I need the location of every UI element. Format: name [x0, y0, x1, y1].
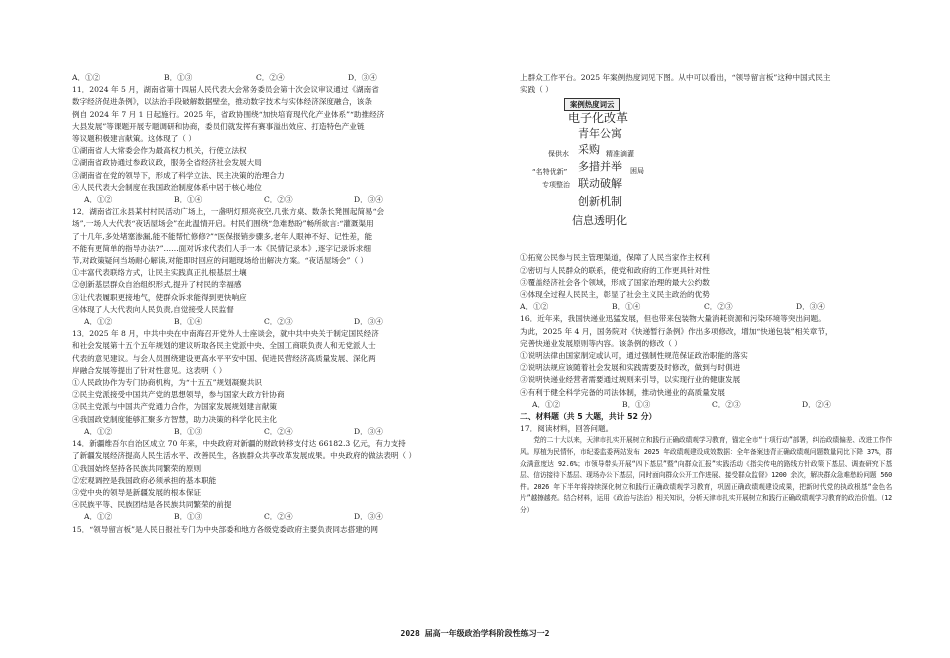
choice-statement: ④民族平等、民族团结是各民族共同繁荣的前提 — [72, 500, 232, 510]
choice-statement: ①人民政协作为专门协商机构，为“十五五”规划凝聚共识 — [72, 378, 263, 388]
question-text: 和社会发展第十五个五年规划的建议听取各民主党派中央、全国工商联负责人和无党派人士 — [72, 341, 376, 351]
option-d: D．③④ — [354, 512, 383, 522]
cloud-word: 联动破解 — [578, 177, 622, 191]
choice-statement: ②创新基层群众自治组织形式,提升了村民的幸福感 — [72, 280, 242, 290]
question-text: 实践（ ） — [520, 85, 553, 95]
question-text: 13．2025 年 8 月，中共中央在中南海召开党外人士座谈会，就中共中央关于制定国民经济 — [72, 329, 379, 339]
choice-statement: ①湖南省人大常委会作为最高权力机关，行使立法权 — [72, 146, 247, 156]
question-text: 例自 2024 年 7 月 1 日起施行。2025 年，省政协围绕“加快培育现代化产业体系”“助推经济 — [72, 109, 385, 119]
q13-options — [72, 426, 444, 438]
choice-statement: ③覆盖经济社会各个领域，形成了国家治理的最大公约数 — [520, 277, 710, 287]
option-b: B．①④ — [174, 317, 203, 327]
q12-options — [72, 316, 444, 328]
q10-options — [72, 72, 444, 84]
cloud-word: 青年公寓 — [578, 127, 622, 141]
question-14 — [72, 438, 444, 523]
question-17-heading: 17．阅读材料，回答问题。 — [520, 424, 614, 434]
option-c: C．②④ — [256, 73, 285, 82]
question-text: 不能有更简单的指导办法?”……面对诉求代表们人手一本《民情记录本》,逐字记录诉求细 — [72, 243, 371, 253]
choice-statement: ①说明法律由国家制定或认可，通过强制性规范保证政治职能的落实 — [520, 351, 748, 361]
question-text: 等议题积极建言献策。这体现了（ ） — [72, 134, 196, 144]
option-b: B．①③ — [174, 426, 203, 436]
cloud-word: 电子化改革 — [568, 111, 629, 126]
cloud-word: 保供水 — [548, 150, 569, 159]
question-text: 14．新疆维吾尔自治区成立 70 年来，中央政府对新疆的财政转移支付达 66182.3 亿元，有力支持 — [72, 439, 406, 449]
option-a: A．①② — [84, 317, 113, 327]
option-b: B．①④ — [612, 302, 641, 312]
question-12 — [72, 206, 444, 328]
q14-options — [72, 511, 444, 523]
choice-statement: ①拓宽公民参与民主管理渠道，保障了人民当家作主权利 — [520, 253, 710, 263]
choice-statement: ④我国政党制度能够汇聚多方智慧，助力决策的科学化民主化 — [72, 414, 278, 424]
option-d: D．③④ — [348, 73, 377, 82]
word-cloud — [520, 98, 892, 248]
left-column — [72, 72, 444, 536]
option-c: C．②③ — [712, 399, 741, 409]
cloud-word: “名特优新” — [532, 168, 568, 177]
option-b: B．①③ — [622, 399, 651, 409]
choice-statement: ④体现了人大代表向人民负责,自觉接受人民监督 — [72, 304, 234, 314]
page-footer: 2028 届高一年级政治学科阶段性练习一2 — [400, 629, 550, 638]
choice-statement: ①丰富代表联络方式，让民主实践真正扎根基层土壤 — [72, 268, 247, 278]
right-column — [520, 72, 892, 517]
option-a: A．①② — [84, 426, 113, 436]
section-title: 二、材料题（共 5 大题，共计 52 分） — [520, 412, 657, 422]
cloud-word: 专项整治 — [542, 181, 570, 190]
cloud-word: 信息透明化 — [572, 214, 627, 228]
question-text: 场”,一场人大代表“夜话屋场会”在此温情开启。村民们围绕“急难愁盼”畅所欲言:“灌溉渠用 — [72, 219, 374, 229]
cloud-word: 多措并举 — [578, 160, 622, 174]
option-a: A．①② — [72, 73, 101, 82]
option-c: C．②④ — [264, 426, 293, 436]
option-d: D．③④ — [354, 426, 383, 436]
q15-options — [520, 301, 892, 313]
choice-statement: ④人民代表大会制度在我国政治制度体系中居于核心地位 — [72, 182, 262, 192]
question-text: 节,对政策疑问当场耐心解读,对能即时回应的问题现场给出解决方案。“夜话屋场会”（ ） — [72, 256, 368, 266]
word-cloud-title: 案例热度词云 — [564, 98, 620, 111]
question-text: 为此，2025 年 4 月，国务院对《快递暂行条例》作出多项修改，增加“快递包装”相关章节， — [520, 326, 833, 336]
option-d: D．③④ — [354, 317, 383, 327]
option-a: A．①② — [84, 512, 113, 522]
question-text: 数字经济促进条例》，以法治手段破解数据壁垒，推动数字技术与实体经济深度融合，该条 — [72, 97, 372, 107]
q11-options — [72, 194, 444, 206]
cloud-word: 困局 — [630, 167, 644, 176]
question-13 — [72, 328, 444, 438]
choice-statement: ③让代表履职更接地气，使群众诉求能得到更快响应 — [72, 292, 247, 302]
question-text: 了十几年,多处堵塞渗漏,能不能帮忙修修?”“医保报销步骤多,老年人眼神不好、记性差，能 — [72, 231, 373, 241]
choice-statement: ④有利于健全科学完备的司法体制，推动快递业的高质量发展 — [520, 387, 726, 397]
question-text: 16．近年来，我国快递业迅猛发展，但也带来包装物大量消耗资源和污染环境等突出问题。 — [520, 314, 826, 324]
option-b: B．①③ — [164, 73, 193, 82]
option-a: A．①② — [84, 195, 113, 205]
question-text: 完善快递业发展原则等内容。该条例的修改（ ） — [520, 338, 682, 348]
cloud-word: 精准滴灌 — [606, 150, 634, 159]
option-a: A．①② — [532, 399, 561, 409]
choice-statement: ②宏观调控是我国政府必须承担的基本职能 — [72, 475, 217, 485]
choice-statement: ②密切与人民群众的联系，使党和政府的工作更具针对性 — [520, 265, 710, 275]
option-c: C．②③ — [264, 317, 293, 327]
option-d: D．③④ — [354, 195, 383, 205]
option-c: C．②③ — [264, 195, 293, 205]
cloud-word: 创新机制 — [578, 195, 622, 209]
choice-statement: ③说明快递业经营者需要通过规则来引导，以实现行业的健康发展 — [520, 375, 741, 385]
option-b: B．①④ — [174, 195, 203, 205]
question-text: 上群众工作平台。2025 年案例热度词见下图。从中可以看出，“领导留言板”这种中国式民主 — [520, 73, 831, 82]
question-16 — [520, 313, 892, 411]
cloud-word: 采购 — [578, 143, 600, 157]
choice-statement: ②说明法规应该随着社会发展和实践需要及时修改，做到与时俱进 — [520, 363, 741, 373]
option-a: A．①② — [520, 302, 549, 312]
choice-statement: ④体现全过程人民民主，彰显了社会主义民主政治的优势 — [520, 290, 710, 300]
question-15-start: 15．“领导留言板”是人民日报社专门为中央部委和地方各级党委政府主要负责同志搭建的网 — [72, 524, 378, 534]
question-11 — [72, 84, 444, 206]
question-text: 代表的意见建议。与会人员围绕建设更高水平平安中国、促进民营经济高质量发展、深化两 — [72, 353, 376, 363]
option-d: D．③④ — [796, 302, 825, 312]
choice-statement: ③湖南省在党的领导下，形成了科学立法、民主决策的治理合力 — [72, 170, 285, 180]
option-d: D．②④ — [802, 399, 831, 409]
choice-statement: ①我国始终坚持各民族共同繁荣的原则 — [72, 463, 202, 473]
question-text: 11．2024 年 5 月，湖南省第十四届人民代表大会常务委员会第十次会议审议通过《湖南省 — [72, 85, 379, 95]
question-text: 大县发展”等课题开展专题调研和协商，委员们就发挥有赛事溢出效应、打造特色产业链 — [72, 121, 365, 131]
option-c: C．②④ — [264, 512, 293, 522]
option-c: C．②③ — [704, 302, 733, 312]
question-17-material: 党的二十大以来，天津市扎实开展树立和践行正确政绩观学习教育，锚定全市“十项行动”部署，纠治政绩偏差、改进工作作风。厚植为民情怀，市纪委监委两站发布 2025 年政绩观建设成效数据：全年备案违背正确政绩观问题数量同比下降 37%，群众满意度达 92.6%；市领导带头开展“四下基层”暨“向群众汇报”实践活动《指尖传电的路线方针政策下基层、调查研究下基层、信访接待下基层、现场办公下基层，同时面向群众公开工作进展、接受群众监督》1200 余次，解决群众急难愁盼问题 560 件。2026 年下半年将持续深化树立和践行正确政绩观学习教育，巩固正确政绩观建设成果，把新时代党的执政根基“金色名片”越擦越亮。结合材料，运用《政治与法治》相关知识，分析天津市扎实开展树立和践行正确政绩观学习教育的政治价值。（12 分） — [520, 436, 892, 515]
choice-statement: ②民主党派接受中国共产党的思想领导，参与国家大政方针协商 — [72, 390, 285, 400]
choice-statement: ③党中央的领导是新疆发展的根本保证 — [72, 487, 202, 497]
choice-statement: ③民主党派与中国共产党通力合作，为国家发展规划建言献策 — [72, 402, 278, 412]
question-text: 岸融合发展等提出了针对性意见。这表明（ ） — [72, 365, 227, 375]
choice-statement: ②湖南省政协通过参政议政，服务全省经济社会发展大局 — [72, 158, 262, 168]
q16-options — [520, 399, 892, 411]
option-b: B．①③ — [174, 512, 203, 522]
question-text: 12．湖南省江永县某村村民活动广场上，一盏明灯照亮夜空,几张方桌、数条长凳围起简易“会 — [72, 207, 385, 217]
question-text: 了新疆发展经济提高人民生活水平、改善民生，各族群众共享改革发展成果。中央政府的做法表明（ ） — [72, 451, 417, 461]
